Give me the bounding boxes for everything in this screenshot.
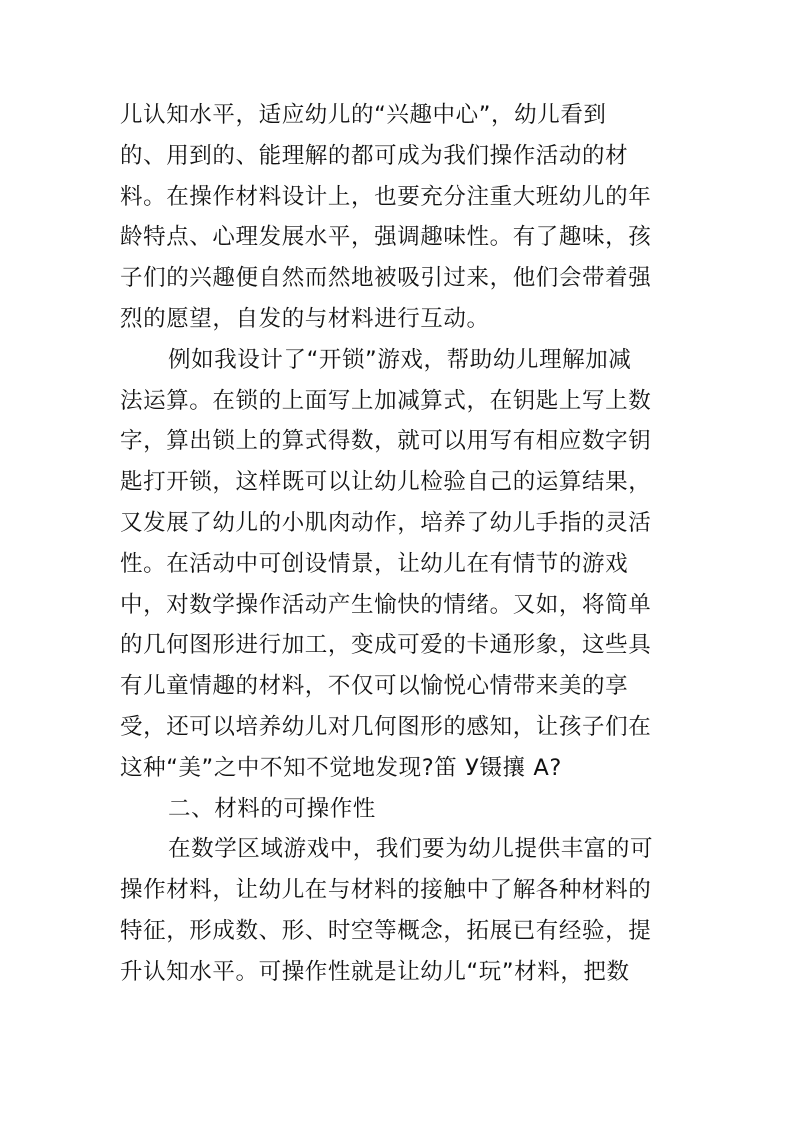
text-line: 料。在操作材料设计上，也要充分注重大班幼儿的年 [120,183,652,210]
text-line: 操作材料，让幼儿在与材料的接触中了解各种材料的 [120,877,652,904]
text-line: 法运算。在锁的上面写上加减算式，在钥匙上写上数 [120,387,652,414]
text-line: 在数学区域游戏中，我们要为幼儿提供丰富的可 [168,836,654,863]
text-line: 龄特点、心理发展水平，强调趣味性。有了趣味，孩 [120,224,652,251]
text-line: 烈的愿望，自发的与材料进行互动。 [120,305,490,332]
text-line: 二、材料的可操作性 [168,795,376,822]
text-line: 的、用到的、能理解的都可成为我们操作活动的材 [120,142,629,169]
text-line: 性。在活动中可创设情景，让幼儿在有情节的游戏 [120,550,629,577]
text-line: 中，对数学操作活动产生愉快的情绪。又如，将简单 [120,591,652,618]
text-line: 例如我设计了“开锁”游戏，帮助幼儿理解加减 [168,346,632,373]
text-line: 有儿童情趣的材料，不仅可以愉悦心情带来美的享 [120,673,629,700]
text-line: 儿认知水平，适应幼儿的“兴趣中心”，幼儿看到 [120,102,607,128]
document-body [120,95,680,993]
text-line: 又发展了幼儿的小肌肉动作，培养了幼儿手指的灵活 [120,509,652,536]
text-line: 匙打开锁，这样既可以让幼儿检验自己的运算结果， [120,469,652,496]
text-line: 的几何图形进行加工，变成可爱的卡通形象，这些具 [120,632,652,659]
text-line: 升认知水平。可操作性就是让幼儿“玩”材料，把数 [120,958,630,985]
text-line: 子们的兴趣便自然而然地被吸引过来，他们会带着强 [120,265,652,292]
text-line: 这种“美”之中不知不觉地发现?笛 У镊攘 А? [120,754,562,781]
text-line: 字，算出锁上的算式得数，就可以用写有相应数字钥 [120,428,652,455]
text-line: 特征，形成数、形、时空等概念，拓展已有经验，提 [120,917,652,944]
text-line: 受，还可以培养幼儿对几何图形的感知，让孩子们在 [120,713,652,740]
